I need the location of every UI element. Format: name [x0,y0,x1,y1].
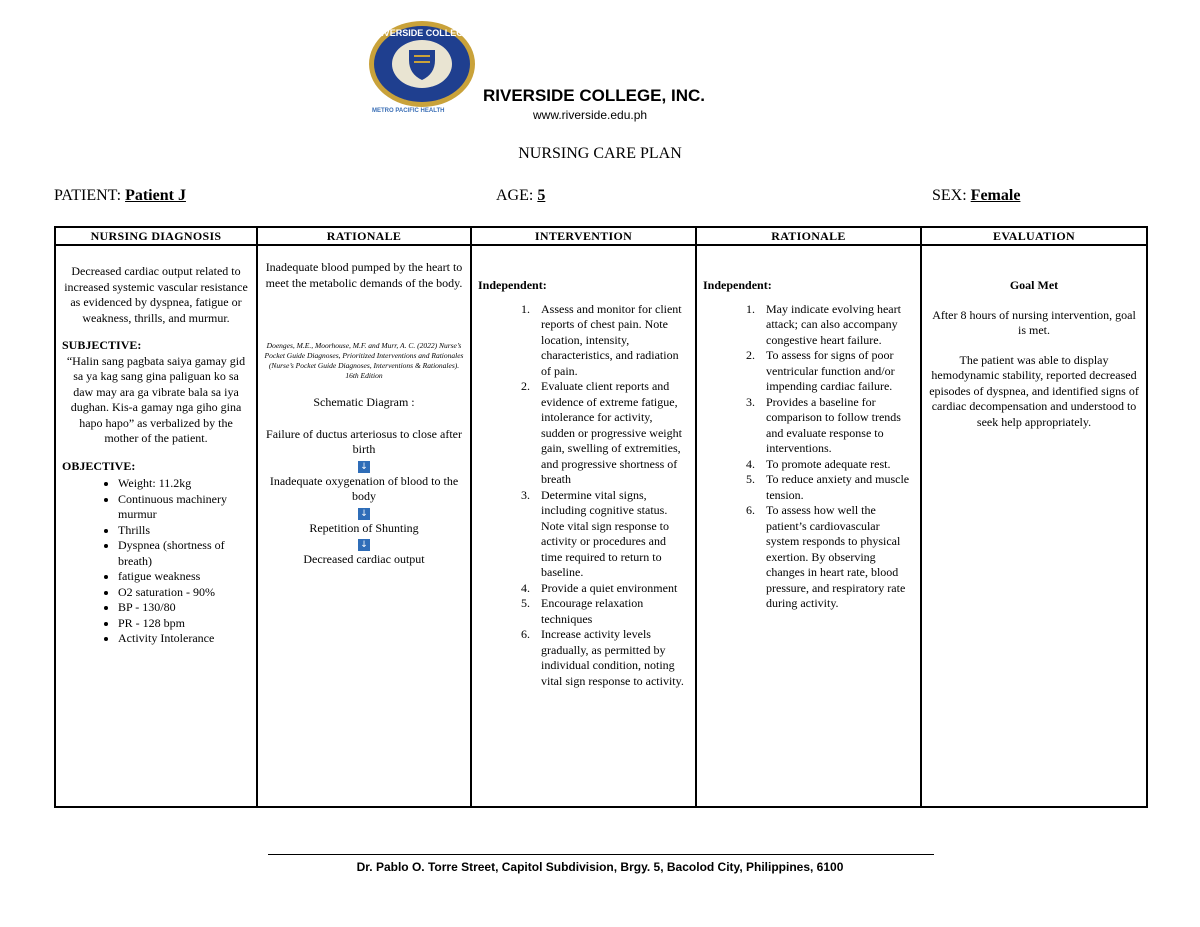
intervention-cell [471,245,696,807]
list-item: 2. To assess for signs of poor ventricular function and/or impending cardiac failure. [758,348,914,395]
evaluation-text-1: After 8 hours of nursing intervention, goal is met. [932,307,1136,337]
patient-value: Patient J [125,187,186,204]
sex-label: SEX: [932,187,967,204]
list-item: • Weight: 11.2kg [118,476,250,492]
schematic-step: Failure of ductus arteriosus to close after birth [266,426,462,456]
sex-field [932,187,1020,205]
subjective-text: “Halin sang pagbata saiya gamay gid sa ya kag sang gina paliguan ko sa daw may ara ga vibrate bala sa iya dughan. Kis-a gamay nga giho gina hapo hapo” as verbalized by the mother of the patient. [66,353,246,445]
schematic-step: Inadequate oxygenation of blood to the body [269,473,459,503]
list-item: 4. Provide a quiet environment [533,581,689,597]
document-title: NURSING CARE PLAN [518,145,682,162]
col-header-diagnosis: NURSING DIAGNOSIS [55,227,257,245]
patient-field [54,187,186,205]
diagnosis-statement: Decreased cardiac output related to increased systemic vascular resistance as evidenced by dyspnea, fatigue or weakness, thrills, and murmur. [64,264,248,325]
subjective-label: SUBJECTIVE: [62,338,142,352]
col-header-evaluation: EVALUATION [921,227,1147,245]
schematic-step: Repetition of Shunting [309,520,419,535]
list-item: • O2 saturation - 90% [118,585,250,601]
list-item: 6. To assess how well the patient’s cardiovascular system responds to physical exertion. By observing changes in heart rate, blood pressure, and respiratory rate during activity. [758,503,914,612]
diagnosis-cell [55,245,257,807]
college-name: RIVERSIDE COLLEGE, INC. [483,86,705,105]
table-header-row [55,227,1147,245]
intervention-list [478,302,689,690]
list-item: 6. Increase activity levels gradually, as permitted by individual condition, noting vital sign response to activity. [533,627,689,689]
list-item: • Thrills [118,523,250,539]
list-item: • PR - 128 bpm [118,616,250,632]
objective-label: OBJECTIVE: [62,458,136,473]
arrow-down-icon: ↓ [358,508,370,520]
college-seal-logo [367,20,477,112]
list-item: 5. Encourage relaxation techniques [533,596,689,627]
list-item: 1. Assess and monitor for client reports of chest pain. Note location, intensity, characteristics, and radiation of pain. [533,302,689,380]
arrow-down-icon: ↓ [358,539,370,551]
list-item: • Continuous machinery murmur [118,492,250,523]
schematic-label: Schematic Diagram : [313,395,415,409]
age-value: 5 [537,187,546,204]
list-item: 4. To promote adequate rest. [758,457,914,473]
list-item: 1. May indicate evolving heart attack; can also accompany congestive heart failure. [758,302,914,349]
logo-lettering: RIVERSIDE COLLEGE [374,28,470,38]
intervention-label: Independent: [478,278,547,292]
age-label: AGE: [496,187,534,204]
list-item: • Activity Intolerance [118,631,250,647]
goal-status: Goal Met [1009,278,1059,292]
footer-address: Dr. Pablo O. Torre Street, Capitol Subdivision, Brgy. 5, Bacolod City, Philippines, 6100 [356,860,844,874]
evaluation-text-2: The patient was able to display hemodynamic stability, reported decreased episodes of dyspnea, and identified signs of cardiac decompensation and understood to seek help appropriately. [929,352,1139,429]
age-field [496,187,545,205]
list-item: • BP - 130/80 [118,600,250,616]
sex-value: Female [970,187,1021,204]
rationale2-cell [696,245,921,807]
reference-citation: Doenges, M.E., Moorhouse, M.F. and Murr, A. C. (2022) Nurse’s Pocket Guide Diagnoses, Prioritized Interventions and Rationales (Nurse’s Pocket Guide Diagnoses, Interventions & Rationales). 16th Edition [264,341,464,380]
footer-divider [268,854,934,855]
rationale2-list [703,302,914,612]
evaluation-cell [921,245,1147,807]
list-item: 3. Provides a baseline for comparison to follow trends and evaluate response to interventions. [758,395,914,457]
list-item: • fatigue weakness [118,569,250,585]
rationale2-label: Independent: [703,278,772,292]
col-header-rationale-2: RATIONALE [696,227,921,245]
table-row [55,245,1147,807]
list-item: 3. Determine vital signs, including cognitive status. Note vital sign response to activity or procedures and time required to return to baseline. [533,488,689,581]
rationale-cell [257,245,471,807]
patient-label: PATIENT: [54,187,122,204]
list-item: 5. To reduce anxiety and muscle tension. [758,472,914,503]
care-plan-table [54,226,1148,808]
rationale-text: Inadequate blood pumped by the heart to meet the metabolic demands of the body. [265,260,463,290]
col-header-rationale: RATIONALE [257,227,471,245]
affiliate-logo-text: METRO PACIFIC HEALTH [372,108,445,114]
list-item: 2. Evaluate client reports and evidence of extreme fatigue, intolerance for activity, sudden or progressive weight gain, swelling of extremities, and progressive shortness of breath [533,379,689,488]
objective-list [62,476,250,647]
col-header-intervention: INTERVENTION [471,227,696,245]
schematic-step: Decreased cardiac output [303,552,425,566]
list-item: • Dyspnea (shortness of breath) [118,538,250,569]
college-url: www.riverside.edu.ph [533,108,648,122]
arrow-down-icon: ↓ [358,461,370,473]
